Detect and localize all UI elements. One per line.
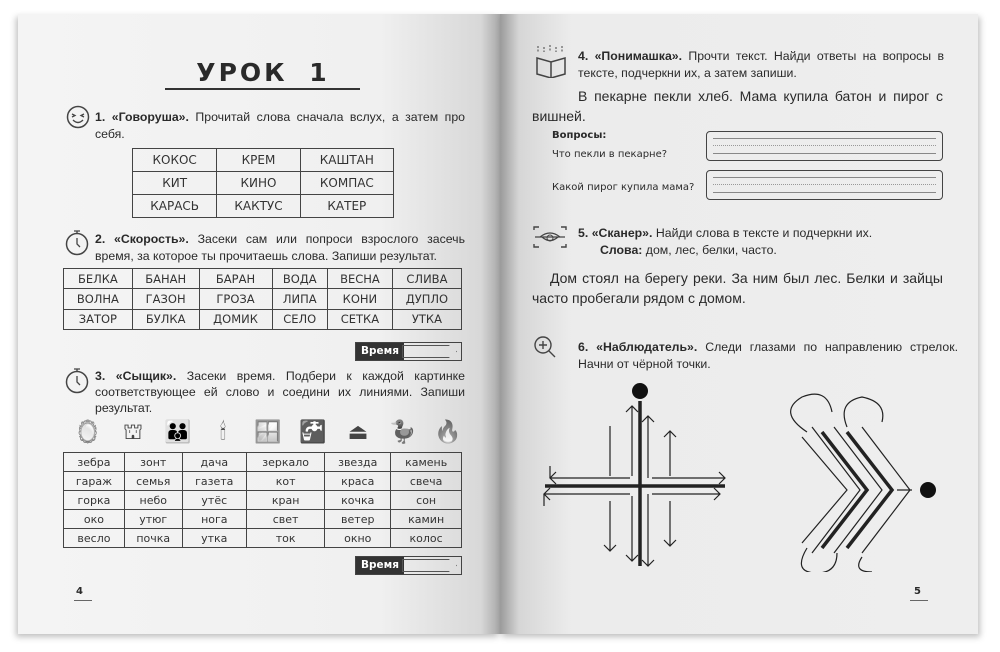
time-record-field[interactable] [355,556,462,575]
words-list: дом, лес, белки, часто. [645,243,777,257]
table-cell: БУЛКА [132,309,199,329]
table-cell: БАРАН [199,269,272,289]
table-cell: ГРОЗА [199,289,272,309]
time-arrow-input[interactable] [402,345,457,358]
smiling-face-icon [66,105,90,129]
table-cell: свеча [391,472,462,491]
title-underline [165,88,360,90]
table-cell: ЛИПА [272,289,327,309]
table-cell: КОКОС [133,149,217,172]
time-label: Время [356,343,404,360]
table-cell: КИНО [217,172,300,195]
table-cell: зебра [64,453,125,472]
table-cell: весло [64,529,125,548]
table-row [133,172,394,195]
candle-icon: 🕯 [219,420,227,445]
table-cell: КАТЕР [300,195,393,218]
magnifier-icon [532,334,558,360]
window-curtains-icon: 🪟 [254,420,282,445]
table-cell: КАКТУС [217,195,300,218]
questions-label: Вопросы: [552,130,607,141]
table-cell: нога [182,510,246,529]
iron-icon: ⏏ [347,420,369,445]
table-cell: ветер [325,510,391,529]
table-cell: ВЕСНА [327,269,392,289]
table-cell: дача [182,453,246,472]
mirror-icon: 🪞 [74,420,102,445]
task-2-instructions: 2. «Скорость». Засеки сам или попроси взрослого засечь время, за которое ты прочитаешь слова. Запиши результат. [95,232,465,263]
table-cell: сон [391,491,462,510]
faucet-icon: 🚰 [299,420,327,445]
table-cell: СЛИВА [392,269,461,289]
task-5-paragraph: Дом стоял на берегу реки. За ним был лес. Белки и зайцы часто пробегали рядом с домом. [532,270,943,306]
lesson-title: УРОК 1 [196,58,330,87]
time-label: Время [356,557,404,574]
scanner-eye-icon [532,225,568,249]
table-cell: КИТ [133,172,217,195]
task-2-word-table [63,268,462,330]
task-4-paragraph: В пекарне пекли хлеб. Мама купила батон и пирог с вишней. [532,88,943,124]
table-cell: звезда [325,453,391,472]
table-cell: ЗАТОР [64,309,133,329]
table-cell: БАНАН [132,269,199,289]
page-number-rule [74,600,92,601]
table-cell: краса [325,472,391,491]
start-dot [632,383,648,399]
table-cell: СЕЛО [272,309,327,329]
table-cell: СЕТКА [327,309,392,329]
table-cell: зонт [124,453,182,472]
fireplace-icon: 🔥 [434,420,462,445]
task-1-word-table [132,148,394,218]
table-row [133,149,394,172]
task-5-instructions: 5. «Сканер». Найди слова в тексте и подчеркни их. Слова: дом, лес, белки, часто. [578,226,873,257]
table-row [64,269,462,289]
table-cell: БЕЛКА [64,269,133,289]
table-row [64,491,462,510]
answer-1-field[interactable] [706,131,943,161]
table-cell: газета [182,472,246,491]
table-row [64,309,462,329]
page-number: 5 [914,586,921,597]
table-cell: ВОЛНА [64,289,133,309]
table-cell: утка [182,529,246,548]
table-cell: ток [246,529,324,548]
playground-slide-icon: ⛫ [122,420,144,445]
table-cell: свет [246,510,324,529]
start-dot [920,482,936,498]
words-label: Слова: [600,243,643,257]
table-cell: кот [246,472,324,491]
table-cell: УТКА [392,309,461,329]
table-cell: семья [124,472,182,491]
table-cell: зеркало [246,453,324,472]
task-6-instructions: 6. «Наблюдатель». Следи глазами по направлению стрелок. Начни от чёрной точки. [578,340,958,371]
table-cell: КОНИ [327,289,392,309]
table-row [64,472,462,491]
table-row [64,510,462,529]
task-3-instructions: 3. «Сыщик». Засеки время. Подбери к каждой картинке соответствующее ей слово и соедини их линиями. Запиши результат. [95,369,466,415]
table-cell: КРЕМ [217,149,300,172]
chevron-arrows-diagram [762,382,952,572]
table-cell: КАШТАН [300,149,393,172]
table-cell: горка [64,491,125,510]
table-cell: око [64,510,125,529]
stopwatch-icon [64,228,90,256]
task-3-word-table [63,452,462,548]
left-page [18,14,500,634]
open-book-icon [534,44,568,78]
table-cell: ВОДА [272,269,327,289]
family-icon: 👪 [164,420,192,445]
time-record-field[interactable] [355,342,462,361]
table-row [64,529,462,548]
stopwatch-icon [64,366,90,394]
task-4-instructions: 4. «Понимашка». Прочти текст. Найди ответы на вопросы в тексте, подчеркни их, а затем запиши. [578,49,944,80]
question-2: Какой пирог купила мама? [552,182,695,193]
table-row [64,453,462,472]
right-page [500,14,978,634]
table-row [64,289,462,309]
task-3-pictures [73,418,463,448]
question-1: Что пекли в пекарне? [552,149,668,160]
table-cell: камень [391,453,462,472]
table-cell: кран [246,491,324,510]
page-number-rule [910,600,928,601]
time-arrow-input[interactable] [402,559,457,572]
table-cell: ДОМИК [199,309,272,329]
table-cell: почка [124,529,182,548]
table-cell: утюг [124,510,182,529]
table-cell: кочка [325,491,391,510]
table-cell: гараж [64,472,125,491]
duck-icon: 🦆 [389,420,417,445]
table-cell: окно [325,529,391,548]
table-row [133,195,394,218]
table-cell: колос [391,529,462,548]
page-number: 4 [76,586,83,597]
table-cell: ГАЗОН [132,289,199,309]
table-cell: КОМПАС [300,172,393,195]
table-cell: КАРАСЬ [133,195,217,218]
cross-arrows-diagram [530,376,740,576]
table-cell: камин [391,510,462,529]
table-cell: ДУПЛО [392,289,461,309]
table-cell: утёс [182,491,246,510]
table-cell: небо [124,491,182,510]
task-1-instructions: 1. «Говоруша». Прочитай слова сначала вслух, а затем про себя. [95,110,465,141]
answer-2-field[interactable] [706,170,943,200]
